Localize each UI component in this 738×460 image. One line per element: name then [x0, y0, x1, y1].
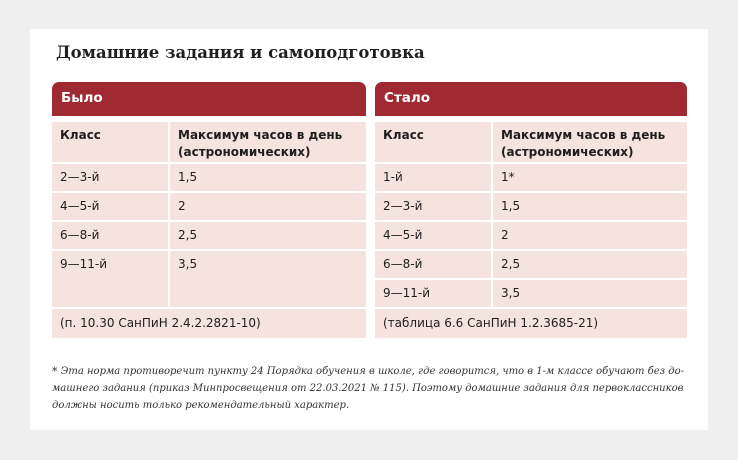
- table-row: [375, 251, 687, 278]
- source-note: (п. 10.30 СанПиН 2.4.2.2821-10): [52, 309, 366, 338]
- footnote: [52, 363, 692, 414]
- grade-cell: 2—3-й: [375, 193, 491, 220]
- hours-cell: 1*: [493, 164, 687, 191]
- footnote-text: Эта норма противоречит пункту 24 Порядка обучения в школе, где говорится, что в 1-м классе обучают без до-машнего задания (приказ Минпросвещения от 22.03.2021 № 115). Поэтому домашние задания для первоклассников должны носить только рекомендательный характер.: [52, 366, 685, 411]
- grade-cell: 9—11-й: [375, 280, 491, 307]
- grade-cell: 9—11-й: [52, 251, 168, 307]
- table-header-row: [52, 122, 366, 162]
- grade-cell: 6—8-й: [52, 222, 168, 249]
- hours-cell: 3,5: [493, 280, 687, 307]
- content-card: [30, 29, 708, 430]
- hours-cell: 1,5: [170, 164, 366, 191]
- before-heading: Было: [52, 82, 366, 116]
- table-row: [375, 222, 687, 249]
- column-header-class: Класс: [52, 122, 168, 162]
- after-heading: Стало: [375, 82, 687, 116]
- page-title: Домашние задания и самоподготовка: [56, 43, 425, 62]
- grade-cell: 1-й: [375, 164, 491, 191]
- hours-cell: 1,5: [493, 193, 687, 220]
- table-row: [375, 193, 687, 220]
- grade-cell: 2—3-й: [52, 164, 168, 191]
- hours-cell: 2: [493, 222, 687, 249]
- before-table: [52, 82, 366, 338]
- table-row: [52, 164, 366, 191]
- hours-cell: 2: [170, 193, 366, 220]
- hours-cell: 2,5: [493, 251, 687, 278]
- column-header-hours: Максимум часов в день (астрономических): [493, 122, 687, 162]
- hours-cell: 3,5: [170, 251, 366, 307]
- table-header-row: [375, 122, 687, 162]
- grade-cell: 4—5-й: [375, 222, 491, 249]
- table-row: [375, 280, 687, 307]
- table-row: [52, 193, 366, 220]
- hours-cell: 2,5: [170, 222, 366, 249]
- grade-cell: 4—5-й: [52, 193, 168, 220]
- grade-cell: 6—8-й: [375, 251, 491, 278]
- footnote-mark: *: [52, 365, 58, 378]
- source-note: (таблица 6.6 СанПиН 1.2.3685-21): [375, 309, 687, 338]
- column-header-class: Класс: [375, 122, 491, 162]
- column-header-hours: Максимум часов в день (астрономических): [170, 122, 366, 162]
- table-row: [52, 251, 366, 307]
- table-row: [375, 164, 687, 191]
- after-table: [375, 82, 687, 338]
- table-row: [52, 222, 366, 249]
